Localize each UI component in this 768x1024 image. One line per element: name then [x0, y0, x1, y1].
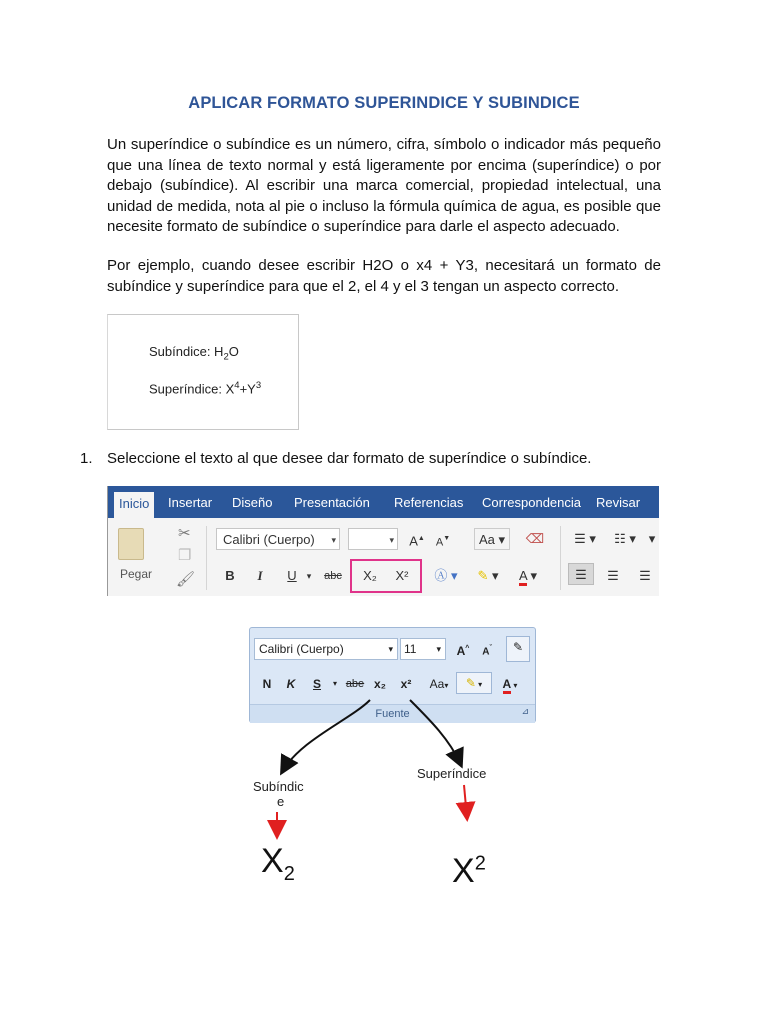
highlighter-button[interactable]: ✎ ▾ [477, 568, 499, 583]
tab-presentacion[interactable]: Presentación [294, 495, 370, 510]
align-right-icon[interactable]: ☰ [639, 568, 651, 583]
subscript-big-example [261, 842, 295, 886]
italic-button[interactable]: I [257, 568, 263, 583]
clear-format-icon[interactable]: ⌫ [525, 531, 545, 546]
subscript-example [149, 344, 239, 363]
subscript-example-label: Subíndice: [149, 344, 215, 359]
subscript-button[interactable]: X₂ [363, 568, 377, 583]
strikethrough-button[interactable]: abe [345, 678, 365, 690]
chevron-down-icon: ▾ [389, 535, 394, 545]
font-size-select[interactable] [348, 528, 398, 550]
font-group-label: Fuente [250, 704, 535, 723]
step-number: 1. [80, 450, 93, 467]
grow-font-button[interactable]: A^ [456, 644, 470, 658]
example-box [107, 314, 299, 430]
shrink-font-button[interactable]: A▼ [435, 535, 451, 549]
font-name-value: Calibri (Cuerpo) [223, 532, 315, 547]
clipboard-icon[interactable] [118, 528, 144, 560]
superscript-button[interactable]: x² [400, 677, 412, 691]
formula-h: H [214, 344, 224, 359]
tab-insertar[interactable]: Insertar [168, 495, 213, 510]
underline-button[interactable]: U [287, 568, 297, 583]
italic-button[interactable]: K [286, 677, 296, 691]
superscript-example-label: Superíndice: [149, 381, 226, 397]
step-1 [80, 450, 591, 467]
chevron-down-icon: ▾ [331, 535, 336, 545]
grow-font-label: A [409, 533, 418, 549]
text-effects-button[interactable]: Ⓐ ▾ [434, 568, 458, 583]
highlight-box [350, 559, 422, 593]
formula-sub-2: 2 [223, 351, 229, 363]
formula-o: O [228, 344, 239, 359]
dialog-launcher-icon[interactable]: ⊿ [521, 706, 529, 716]
tab-correspondencia[interactable]: Correspondencia [482, 495, 582, 510]
change-case-label: Aa [429, 677, 445, 691]
superscript-button[interactable]: X² [395, 568, 409, 583]
subscript-label-line2: e [277, 794, 285, 809]
bold-button[interactable]: B [225, 568, 235, 583]
font-color-button[interactable]: A ▾ [494, 674, 526, 694]
subscript-diagram-label [253, 779, 313, 809]
shrink-font-button[interactable]: $A^ˇ$ [482, 645, 492, 658]
bullets-icon[interactable]: ☰ ▾ [574, 531, 596, 546]
change-case-button[interactable]: Aa ▾ [474, 528, 510, 550]
big-sub-index: 2 [283, 862, 295, 885]
subscript-label-line1: Subíndic [253, 779, 304, 794]
ribbon-divider [560, 526, 561, 590]
clear-format-icon[interactable]: ✎ [506, 636, 530, 662]
ribbon-divider [206, 526, 207, 590]
example-paragraph: Por ejemplo, cuando desee escribir H2O o x4 + Y3, necesitará un formato de subíndice y superíndice para que el 2, el 4 y el 3 tengan un aspecto correcto. [107, 257, 661, 295]
font-name-select[interactable] [216, 528, 340, 550]
tab-revisar[interactable]: Revisar [596, 495, 641, 510]
font-color-label: A [519, 568, 527, 586]
copy-icon[interactable]: ❐ [178, 547, 192, 564]
scissors-icon[interactable]: ✂ [178, 525, 191, 542]
paste-button[interactable]: Pegar [120, 567, 153, 581]
font-name-select[interactable] [254, 638, 398, 660]
chevron-down-icon: ▾ [388, 644, 393, 654]
superscript-diagram-label: Superíndice [417, 766, 487, 781]
tab-inicio[interactable]: Inicio [114, 492, 154, 519]
strikethrough-button[interactable]: abc [324, 570, 342, 582]
subscript-button[interactable]: x₂ [373, 677, 386, 691]
big-sup-index: 2 [474, 852, 486, 875]
change-case-label: Aa [478, 532, 495, 547]
bold-button[interactable]: N [262, 677, 272, 691]
tab-referencias[interactable]: Referencias [394, 495, 464, 510]
superscript-example [149, 380, 261, 396]
chevron-down-icon: ▾ [436, 644, 441, 654]
formula-sup-3: 3 [255, 380, 262, 391]
align-center-icon[interactable]: ☰ [607, 568, 619, 583]
grow-font-button[interactable]: A▲ [409, 533, 425, 549]
intro-paragraph: Un superíndice o subíndice es un número, cifra, símbolo o indicador más pequeño que una línea de texto normal y está ligeramente por encima (superíndice) o por debajo (subíndice). Al escribir una marca comercial, propiedad intelectual, una unidad de medida, nota al pie o incluso la fórmula química de agua, es posible que necesite formato de subíndice o superíndice para darle el aspecto adecuado. [107, 136, 661, 235]
formula-x: X [225, 381, 235, 397]
tab-diseno[interactable]: Diseño [232, 495, 273, 510]
formula-sup-4: 4 [234, 380, 240, 391]
red-arrow-superscript [464, 785, 467, 818]
shrink-font-label: A [435, 536, 444, 549]
formula-plus-y: +Y [239, 381, 256, 397]
font-group-screenshot [249, 627, 536, 723]
format-painter-icon[interactable]: 🖌 [176, 571, 196, 588]
font-name-value: Calibri (Cuerpo) [259, 642, 344, 656]
superscript-big-example [452, 852, 486, 891]
word-ribbon-screenshot [107, 486, 659, 596]
font-size-value: 11 [404, 642, 417, 656]
underline-button[interactable]: S [312, 677, 321, 691]
ribbon-tab-bar [108, 486, 659, 518]
chevron-down-icon[interactable]: ▾ [332, 679, 337, 688]
font-size-select[interactable] [400, 638, 446, 660]
highlighter-button[interactable]: ✎ ▾ [456, 672, 492, 694]
font-color-button[interactable]: A ▾ [510, 565, 546, 587]
change-case-button[interactable]: Aa▾ [429, 677, 449, 691]
page-title: APLICAR FORMATO SUPERINDICE Y SUBINDICE [188, 94, 580, 112]
align-left-icon[interactable]: ☰ [568, 563, 594, 585]
big-sub-base: X [261, 842, 284, 880]
numbering-icon[interactable]: ☷ ▾ [614, 531, 636, 546]
step-text: Seleccione el texto al que desee dar formato de superíndice o subíndice. [107, 450, 592, 467]
big-sup-base: X [452, 852, 475, 890]
multilevel-list-icon[interactable]: ▾ [648, 531, 656, 546]
chevron-down-icon[interactable]: ▾ [306, 571, 312, 581]
